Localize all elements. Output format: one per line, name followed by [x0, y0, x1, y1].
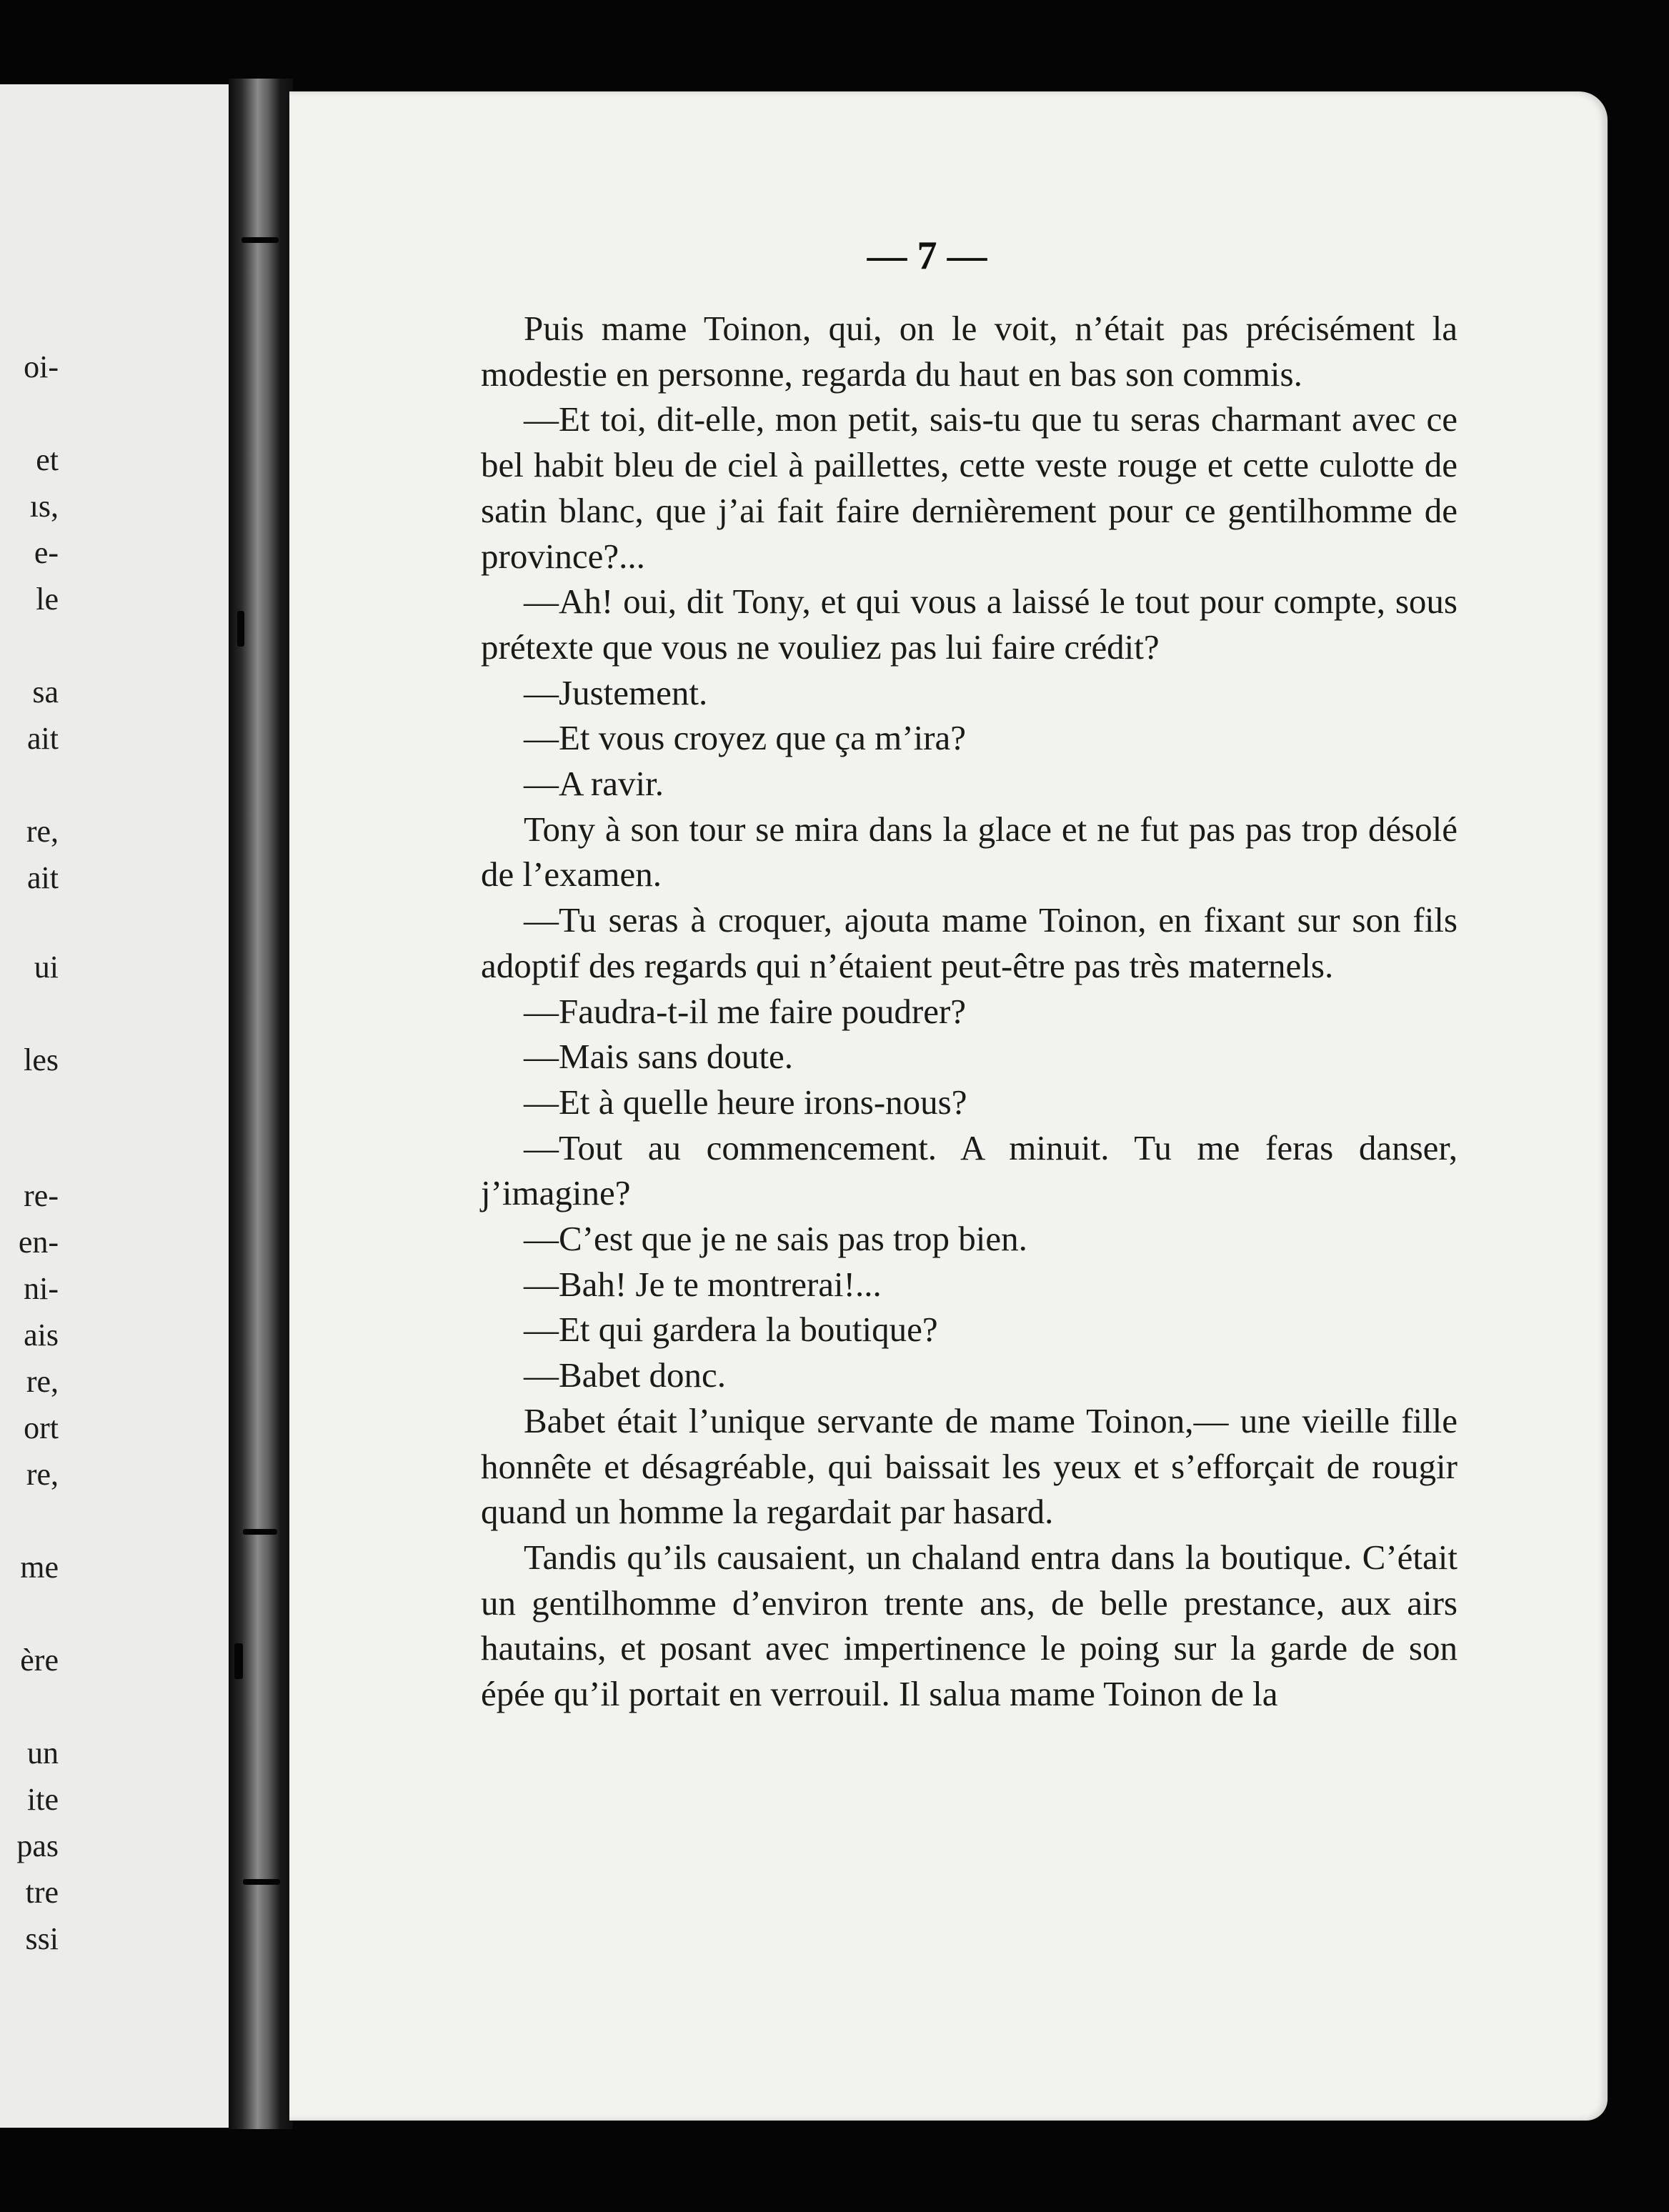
- left-fragment: les: [24, 1042, 59, 1077]
- paragraph: —Ah! oui, dit Tony, et qui vous a laissé le tout pour compte, sous prétexte que vous ne vouliez pas lui faire crédit?: [481, 582, 1458, 667]
- left-fragment: en-: [18, 1225, 59, 1260]
- left-fragment: ui: [34, 950, 59, 985]
- paragraph: —Mais sans doute.: [524, 1037, 793, 1077]
- left-fragment: ıs,: [29, 489, 59, 524]
- paragraph: Tony à son tour se mira dans la glace et ne fut pas pas trop désolé de l’examen.: [481, 809, 1458, 895]
- left-fragment: ort: [24, 1410, 59, 1445]
- right-page: [289, 91, 1608, 2121]
- paragraph: Babet était l’unique servante de mame Toinon,— une vieille fille honnête et désagréable, qui baissait les yeux et s’efforçait de rougir quand un homme la regardait par hasard.: [481, 1400, 1458, 1532]
- left-fragment: un: [27, 1735, 59, 1770]
- paragraph: —Et toi, dit-elle, mon petit, sais-tu que tu seras charmant avec ce bel habit bleu de ciel à paillettes, cette veste rouge et cette culotte de satin blanc, que j’ai fait faire dernièrement pour ce gentilhomme de province?...: [481, 399, 1458, 576]
- paragraph: —Et qui gardera la boutique?: [524, 1310, 938, 1350]
- body-text: [481, 306, 1458, 1717]
- stitch-mark: [243, 1529, 277, 1535]
- paragraph: —Faudra-t-il me faire poudrer?: [524, 991, 967, 1031]
- stitch-mark: [234, 1643, 243, 1679]
- book-spine: [229, 79, 293, 2129]
- left-fragment: sa: [32, 674, 59, 709]
- paragraph: —Babet donc.: [524, 1355, 727, 1395]
- stitch-mark: [243, 1879, 280, 1885]
- left-fragment: re,: [26, 814, 59, 849]
- left-fragment: le: [36, 582, 59, 617]
- left-fragment: ait: [27, 721, 59, 756]
- left-fragment: ère: [20, 1643, 59, 1678]
- left-fragment: me: [20, 1550, 59, 1585]
- left-fragment: ite: [27, 1782, 59, 1817]
- left-fragment: ait: [27, 860, 59, 895]
- left-fragment: oi-: [24, 349, 59, 384]
- left-fragment: pas: [16, 1828, 59, 1863]
- paragraph: —Tout au commencement. A minuit. Tu me feras danser, j’imagine?: [481, 1127, 1458, 1213]
- left-page: [0, 84, 229, 2128]
- left-fragment: re,: [26, 1457, 59, 1492]
- left-page-text-fragments: [0, 84, 229, 2128]
- left-fragment: re-: [24, 1178, 59, 1213]
- page-number: — 7 —: [867, 234, 987, 278]
- paragraph: —Et vous croyez que ça m’ira?: [524, 718, 967, 758]
- paragraph: —C’est que je ne sais pas trop bien.: [524, 1219, 1027, 1259]
- left-fragment: re,: [26, 1364, 59, 1399]
- paragraph: —Et à quelle heure irons-nous?: [524, 1082, 967, 1122]
- left-fragment: ais: [24, 1317, 59, 1352]
- stitch-mark: [237, 611, 244, 647]
- paragraph: —Justement.: [524, 672, 708, 712]
- paragraph: Tandis qu’ils causaient, un chaland entra dans la boutique. C’était un gentilhomme d’environ trente ans, de belle prestance, aux airs hautains, et posant avec impertinence le poing sur la garde de son épée qu’il portait en verrouil. Il salua mame Toinon de la: [481, 1537, 1458, 1714]
- left-fragment: tre: [25, 1875, 59, 1910]
- left-fragment: e-: [34, 535, 59, 570]
- left-fragment: ssi: [25, 1921, 59, 1956]
- paragraph: —A ravir.: [524, 764, 664, 804]
- paragraph: —Tu seras à croquer, ajouta mame Toinon, en fixant sur son fils adoptif des regards qui n’étaient peut-être pas très maternels.: [481, 900, 1458, 985]
- paragraph: Puis mame Toinon, qui, on le voit, n’était pas précisément la modestie en personne, regarda du haut en bas son commis.: [481, 309, 1458, 394]
- left-fragment: et: [36, 442, 59, 477]
- left-fragment: ni-: [24, 1271, 59, 1306]
- paragraph: —Bah! Je te montrerai!...: [524, 1264, 882, 1304]
